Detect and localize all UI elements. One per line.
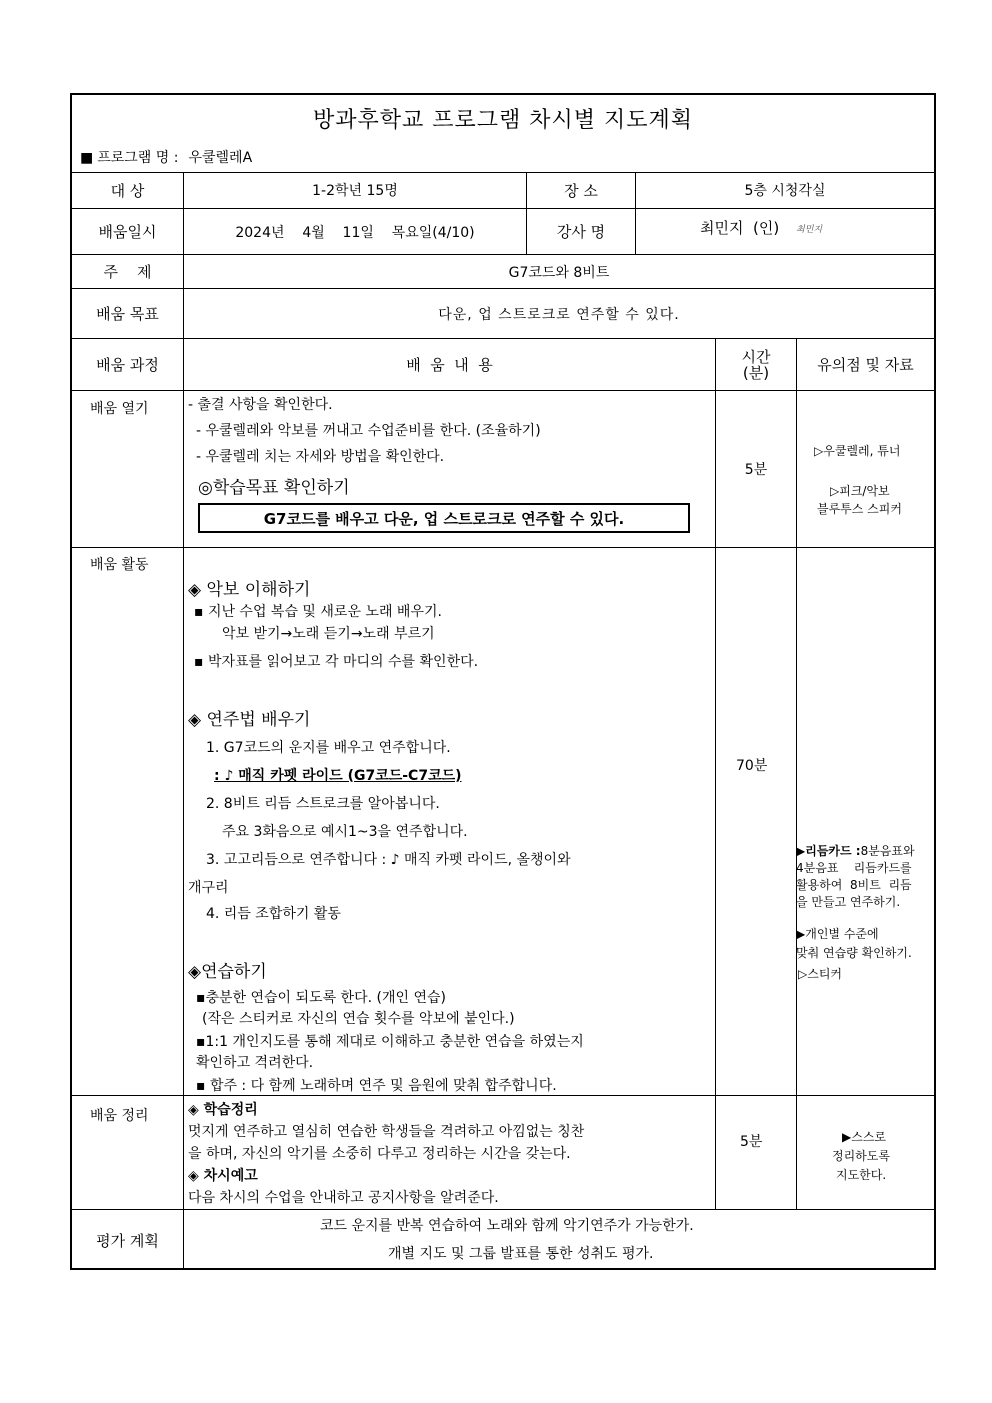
program-name-label: 프로그램 명 : [97, 150, 179, 166]
closing-label: 배움 정리 [90, 1108, 149, 1124]
closing-note: 지도한다. [836, 1168, 887, 1182]
program-name-value: 우쿨렐레A [188, 150, 253, 166]
teacher-label: 강사 명 [556, 223, 606, 241]
opening-line: - 우쿨렐레 치는 자세와 방법을 확인한다. [196, 449, 445, 465]
activity-note: ▶개인별 수준에 [796, 927, 879, 941]
teacher-value: 최민지 (인) [700, 219, 780, 237]
activity-note: ▷스티커 [798, 967, 843, 981]
activity-label: 배움 활동 [90, 557, 149, 573]
activity-line: 1. G7코드의 운지를 배우고 연주합니다. [206, 740, 451, 756]
activity-section-title: ◈ 악보 이해하기 [188, 580, 311, 600]
activity-note: 활용하여 8비트 리듬 [796, 878, 912, 892]
title-block [72, 95, 934, 173]
activity-line: ▪1:1 개인지도를 통해 제대로 이해하고 충분한 연습을 하였는지 [196, 1034, 584, 1050]
goal-value: 다운, 업 스트로크로 연주할 수 있다. [438, 306, 680, 323]
closing-section-title: ◈ 차시예고 [188, 1168, 258, 1184]
activity-section-title: ◈ 연주법 배우기 [188, 710, 311, 730]
closing-note: 정리하도록 [832, 1149, 890, 1163]
row-divider [72, 547, 934, 548]
program-name-row [80, 147, 252, 167]
rhythm-card-text: 8분음표와 [860, 844, 915, 858]
activity-line: 악보 받기→노래 듣기→노래 부르기 [222, 626, 435, 642]
opening-label: 배움 열기 [90, 401, 149, 417]
opening-note: ▷피크/악보 [830, 484, 890, 498]
closing-line: 멋지게 연주하고 열심히 연습한 학생들을 격려하고 아낌없는 칭찬 [188, 1124, 585, 1140]
activity-note: 을 만들고 연주하기. [796, 895, 901, 909]
topic-value: G7코드와 8비트 [508, 264, 610, 281]
evaluation-line: 코드 운지를 반복 연습하여 노래와 함께 악기연주가 가능한가. [320, 1218, 694, 1234]
activity-line: ▪ 합주 : 다 함께 노래하며 연주 및 음원에 맞춰 합주합니다. [196, 1078, 557, 1094]
activity-time: 70분 [736, 758, 768, 774]
activity-note: 맞춰 연습량 확인하기. [796, 946, 912, 960]
column-header-process: 배움 과정 [96, 356, 159, 374]
activity-note [796, 842, 915, 859]
activity-line: 주요 3화음으로 예시1~3을 연주합니다. [222, 824, 468, 840]
closing-section-title: ◈ 학습정리 [188, 1102, 258, 1118]
activity-line: ▪ 지난 수업 복습 및 새로운 노래 배우기. [194, 604, 442, 620]
topic-label: 주 제 [103, 263, 152, 281]
learning-goal-box: G7코드를 배우고 다운, 업 스트로크로 연주할 수 있다. [198, 503, 690, 533]
activity-line: (작은 스티커로 자신의 연습 횟수를 악보에 붙인다.) [202, 1011, 515, 1027]
lesson-plan-table [70, 93, 936, 1270]
activity-line: ▪충분한 연습이 되도록 한다. (개인 연습) [196, 990, 446, 1006]
opening-note: ▷우쿨렐레, 튜너 [814, 444, 901, 458]
square-bullet-icon: ■ [80, 150, 94, 166]
opening-note: 블루투스 스피커 [817, 502, 902, 516]
evaluation-label: 평가 계획 [96, 1231, 159, 1250]
goal-label: 배움 목표 [96, 305, 159, 323]
row-divider [72, 1095, 934, 1096]
activity-section-title: ◈연습하기 [188, 962, 267, 982]
row-divider [72, 1209, 934, 1210]
date-value: 2024년 4월 11일 목요일(4/10) [235, 224, 475, 241]
closing-line: 다음 차시의 수업을 안내하고 공지사항을 알려준다. [188, 1190, 499, 1206]
column-divider [796, 338, 797, 1209]
column-header-notes: 유의점 및 자료 [817, 356, 914, 374]
column-header-time: 시간 (분) [741, 347, 771, 382]
teacher-signature: 최민지 [796, 225, 823, 235]
place-value: 5층 시청각실 [744, 183, 826, 199]
opening-line: - 우쿨렐레와 악보를 꺼내고 수업준비를 한다. (조율하기) [196, 423, 541, 439]
evaluation-line: 개별 지도 및 그룹 발표를 통한 성취도 평가. [388, 1246, 654, 1262]
activity-note: 4분음표 리듬카드를 [796, 861, 912, 875]
target-value: 1-2학년 15명 [312, 183, 398, 199]
opening-line: - 출결 사항을 확인한다. [188, 397, 333, 413]
row-divider [72, 390, 934, 391]
activity-line: 4. 리듬 조합하기 활동 [206, 906, 341, 922]
activity-line: 3. 고고리듬으로 연주합니다 : ♪ 매직 카펫 라이드, 올챙이와 [206, 852, 571, 868]
opening-time: 5분 [744, 462, 768, 478]
rhythm-card-label: ▶리듬카드 : [796, 844, 861, 858]
closing-time: 5분 [740, 1134, 763, 1150]
place-label: 장 소 [564, 181, 598, 200]
activity-line: 개구리 [188, 880, 229, 896]
document-title: 방과후학교 프로그램 차시별 지도계획 [312, 108, 693, 133]
target-label: 대 상 [110, 181, 145, 200]
activity-line: 확인하고 격려한다. [196, 1055, 314, 1071]
activity-line: ▪ 박자표를 읽어보고 각 마디의 수를 확인한다. [194, 654, 479, 670]
column-header-content: 배 움 내 용 [406, 356, 493, 374]
learning-goal-heading: ◎학습목표 확인하기 [198, 478, 350, 498]
activity-line: 2. 8비트 리듬 스트로크를 알아봅니다. [206, 796, 440, 812]
closing-note: ▶스스로 [842, 1130, 887, 1144]
date-label: 배움일시 [98, 223, 157, 241]
song-chord-line: : ♪ 매직 카펫 라이드 (G7코드-C7코드) [214, 768, 462, 784]
closing-line: 을 하며, 자신의 악기를 소중히 다루고 정리하는 시간을 갖는다. [188, 1146, 571, 1162]
